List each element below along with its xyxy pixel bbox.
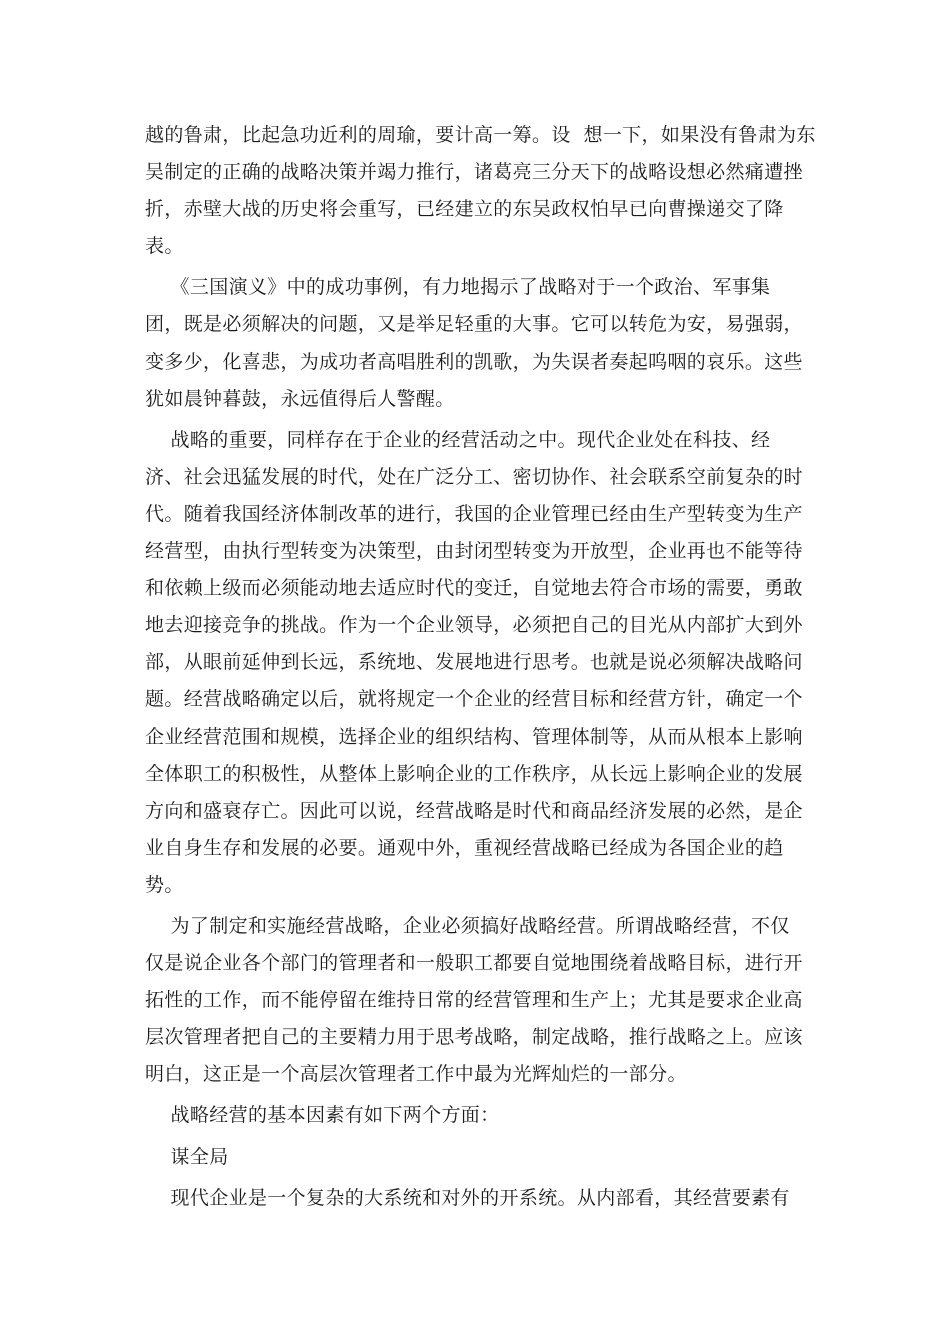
text-line: 明白，这正是一个高层次管理者工作中最为光辉灿烂的一部分。 <box>145 1063 687 1086</box>
text-line: 经营型，由执行型转变为决策型，由封闭型转变为开放型，企业再也不能等待 <box>145 540 803 563</box>
text-line: 部，从眼前延伸到长远，系统地、发展地进行思考。也就是说必须解决战略问 <box>145 651 803 674</box>
section-heading <box>145 1139 805 1176</box>
paragraph <box>145 422 805 904</box>
paragraph <box>145 1180 805 1217</box>
paragraph <box>145 908 805 1093</box>
text-line: 变多少，化喜悲，为成功者高唱胜利的凯歌，为失误者奏起呜咽的哀乐。这些 <box>145 350 803 373</box>
text-line: 折，赤壁大战的历史将会重写，已经建立的东吴政权怕早已向曹操递交了降 <box>145 198 784 221</box>
text-line: 方向和盛衰存亡。因此可以说，经营战略是时代和商品经济发展的必然，是企 <box>145 799 803 822</box>
text-line: 为了制定和实施经营战略，企业必须搞好战略经营。所谓战略经营，不仅 <box>145 914 790 937</box>
text-line: 势。 <box>145 873 184 896</box>
text-line: 《三国演义》中的成功事例，有力地揭示了战略对于一个政治、军事集 <box>145 276 771 299</box>
text-line: 吴制定的正确的战略决策并竭力推行，诸葛亮三分天下的战略设想必然痛遭挫 <box>145 161 803 184</box>
text-line: 题。经营战略确定以后，就将规定一个企业的经营目标和经营方针，确定一个 <box>145 688 803 711</box>
document-body <box>145 117 816 1217</box>
text-line: 谋全局 <box>145 1145 229 1168</box>
text-line: 仅是说企业各个部门的管理者和一般职工都要自觉地围绕着战略目标，进行开 <box>145 952 803 975</box>
text-line: 层次管理者把自己的主要精力用于思考战略，制定战略，推行战略之上。应该 <box>145 1026 803 1049</box>
text-line: 犹如晨钟暮鼓，永远值得后人警醒。 <box>145 387 455 410</box>
text-line: 现代企业是一个复杂的大系统和对外的开系统。从内部看，其经营要素有 <box>145 1186 790 1209</box>
paragraph <box>145 117 816 265</box>
text-line: 地去迎接竞争的挑战。作为一个企业领导，必须把自己的目光从内部扩大到外 <box>145 614 803 637</box>
paragraph <box>145 269 805 417</box>
text-line: 团，既是必须解决的问题，又是举足轻重的大事。它可以转危为安，易强弱， <box>145 313 803 336</box>
text-line: 代。随着我国经济体制改革的进行，我国的企业管理已经由生产型转变为生产 <box>145 502 803 525</box>
text-line: 和依赖上级而必须能动地去适应时代的变迁，自觉地去符合市场的需要，勇敢 <box>145 577 803 600</box>
text-line: 企业经营范围和规模，选择企业的组织结构、管理体制等，从而从根本上影响 <box>145 725 803 748</box>
paragraph <box>145 1097 805 1134</box>
text-line: 全体职工的积极性，从整体上影响企业的工作秩序，从长远上影响企业的发展 <box>145 762 803 785</box>
text-line: 表。 <box>145 235 184 258</box>
text-line: 业自身生存和发展的必要。通观中外，重视经营战略已经成为各国企业的趋 <box>145 836 784 859</box>
text-line: 越的鲁肃，比起急功近利的周瑜，要计高一筹。设 想一下，如果没有鲁肃为东 <box>145 124 816 146</box>
text-line: 拓性的工作，而不能停留在维持日常的经营管理和生产上；尤其是要求企业高 <box>145 989 803 1012</box>
text-line: 战略的重要，同样存在于企业的经营活动之中。现代企业处在科技、经 <box>145 428 771 451</box>
text-line: 战略经营的基本因素有如下两个方面： <box>145 1104 500 1127</box>
text-line: 济、社会迅猛发展的时代，处在广泛分工、密切协作、社会联系空前复杂的时 <box>145 465 803 488</box>
